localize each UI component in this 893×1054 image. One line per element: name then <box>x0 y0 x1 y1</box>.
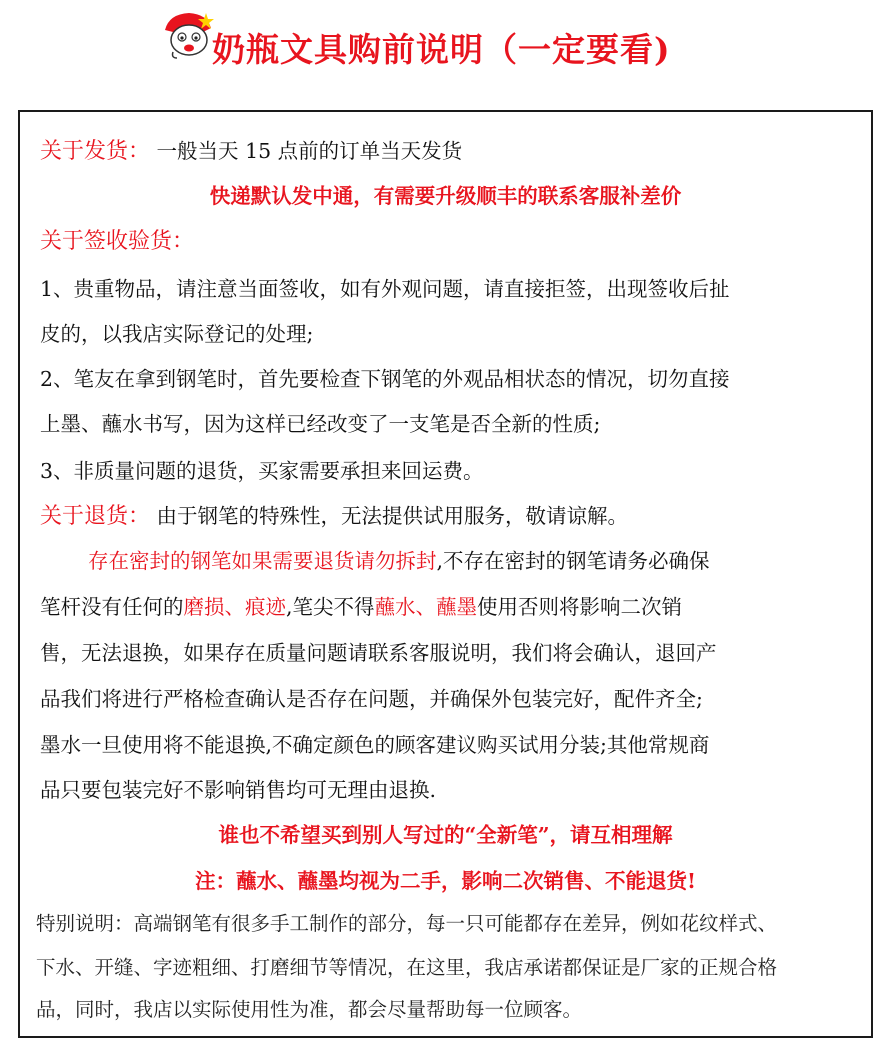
inspection-item-2b: 上墨、蘸水书写，因为这样已经改变了一支笔是否全新的性质; <box>40 412 601 436</box>
returns-paragraph-line-6: 品只要包装完好不影响销售均可无理由退换. <box>40 778 437 802</box>
returns-p2-a: 笔杆没有任何的 <box>40 595 184 619</box>
returns-heading: 关于退货： <box>40 504 151 529</box>
inspection-item-2a: 2、笔友在拿到钢笔时，首先要检查下钢笔的外观品相状态的情况，切勿直接 <box>40 367 730 391</box>
returns-paragraph-line-2 <box>40 590 682 620</box>
returns-paragraph-line-1 <box>88 544 710 574</box>
returns-p1-rest: ,不存在密封的钢笔请务必确保 <box>436 549 710 573</box>
returns-p2-c: 使用否则将影响二次销 <box>477 595 683 619</box>
returns-sealed-warning: 存在密封的钢笔如果需要退货请勿拆封 <box>88 549 437 573</box>
shipping-text: 一般当天 15 点前的订单当天发货 <box>156 139 463 163</box>
inspection-heading: 关于签收验货： <box>40 229 195 254</box>
returns-text: 由于钢笔的特殊性，无法提供试用服务，敬请谅解。 <box>156 504 629 528</box>
page-title: 奶瓶文具购前说明（一定要看) <box>212 30 671 69</box>
inspection-item-1b: 皮的，以我店实际登记的处理; <box>40 322 314 346</box>
shipping-note: 快递默认发中通，有需要升级顺丰的联系客服补差价 <box>209 184 682 208</box>
shipping-heading: 关于发货： <box>40 139 151 164</box>
returns-paragraph-line-3: 售，无法退换，如果存在质量问题请联系客服说明，我们将会确认，退回产 <box>40 641 717 665</box>
cartoon-face-with-star-icon <box>163 10 215 60</box>
header <box>0 0 893 90</box>
inspection-item-1a: 1、贵重物品，请注意当面签收，如有外观问题，请直接拒签，出现签收后扯 <box>40 277 730 301</box>
inspection-item-3: 3、非质量问题的退货，买家需要承担来回运费。 <box>40 459 484 483</box>
special-note-line-2: 下水、开缝、字迹粗细、打磨细节等情况，在这里，我店承诺都保证是厂家的正规合格 <box>36 956 778 979</box>
returns-warning-1: 谁也不希望买到别人写过的“全新笔”，请互相理解 <box>218 823 673 847</box>
returns-paragraph-line-5: 墨水一旦使用将不能退换,不确定颜色的顾客建议购买试用分装;其他常规商 <box>40 733 710 757</box>
returns-p2-red2: 蘸水、蘸墨 <box>374 595 478 619</box>
returns-p2-red1: 磨损、痕迹 <box>183 595 286 619</box>
returns-row <box>40 499 628 530</box>
returns-warning-2: 注：蘸水、蘸墨均视为二手，影响二次销售、不能退货! <box>195 869 696 893</box>
special-note-line-1: 特别说明：高端钢笔有很多手工制作的部分，每一只可能都存在差异，例如花纹样式、 <box>36 912 778 935</box>
special-note-line-3: 品，同时，我店以实际使用性为准，都会尽量帮助每一位顾客。 <box>36 998 583 1021</box>
returns-p2-b: ,笔尖不得 <box>286 595 375 619</box>
returns-paragraph-line-4: 品我们将进行严格检查确认是否存在问题，并确保外包装完好，配件齐全; <box>40 687 703 711</box>
notice-box <box>18 110 873 1038</box>
shipping-row <box>40 134 462 165</box>
